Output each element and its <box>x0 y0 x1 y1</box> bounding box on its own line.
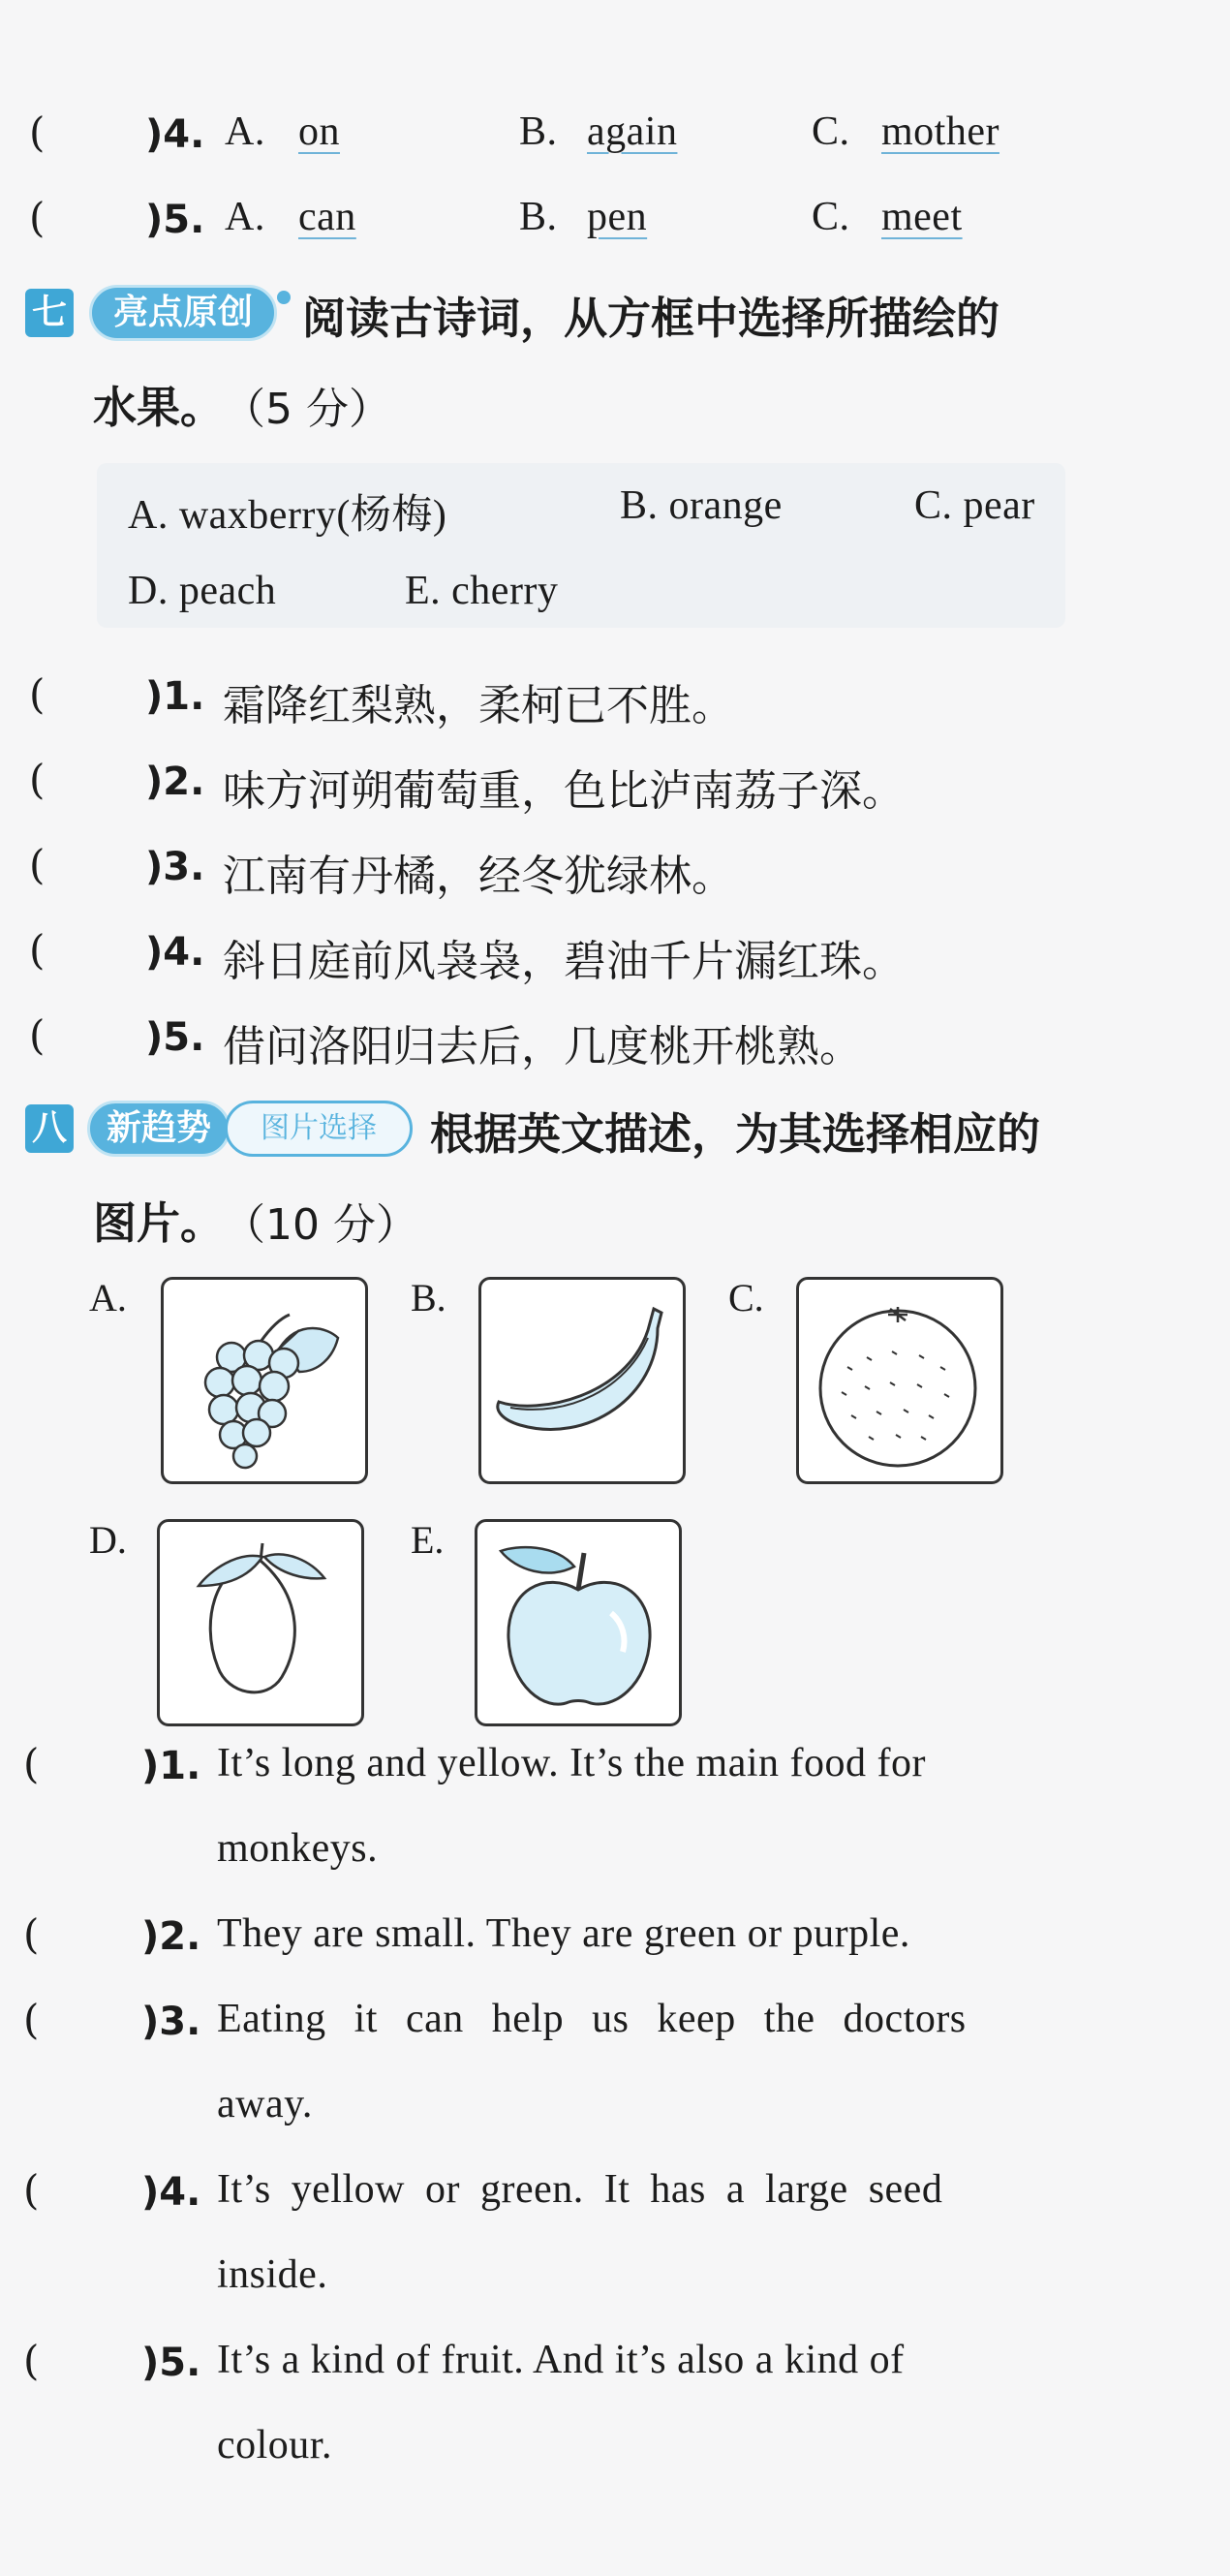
item-text-line1: Eating it can help us keep the doctors <box>217 1997 967 2041</box>
poem-text: 借问洛阳归去后，几度桃开桃熟。 <box>223 1022 862 1071</box>
open-paren: ( <box>29 109 46 156</box>
mango-icon <box>160 1522 361 1723</box>
section-title: 阅读古诗词，从方框中选择所描绘的 <box>302 293 1000 344</box>
picture-label-c: C. <box>728 1276 764 1319</box>
item-number: )5. <box>141 2341 201 2385</box>
picture-box-d <box>157 1519 364 1726</box>
option-d: D. peach <box>128 569 277 613</box>
open-paren: ( <box>29 756 46 803</box>
picture-label-b: B. <box>411 1276 446 1319</box>
option-b-word: pen <box>587 195 648 239</box>
section-title-line2: 水果。 <box>93 382 225 433</box>
item-number: )5. <box>145 1015 205 1060</box>
open-paren: ( <box>23 1910 40 1958</box>
option-c-label: C. <box>812 109 850 154</box>
option-c-label: C. <box>812 195 850 239</box>
section-number-badge: 七 <box>25 289 74 337</box>
picture-box-a <box>161 1277 368 1484</box>
item-text-line1: It’s long and yellow. It’s the main food for <box>217 1741 926 1785</box>
poem-text: 霜降红梨熟，柔柯已不胜。 <box>223 681 734 730</box>
item-text-line2: away. <box>217 2082 313 2126</box>
option-c-word: mother <box>881 109 999 154</box>
option-b-label: B. <box>519 109 558 154</box>
option-a-word: on <box>298 109 340 154</box>
tag-dot <box>277 291 291 304</box>
open-paren: ( <box>29 670 46 718</box>
option-a-label: A. <box>225 195 265 239</box>
grapes-icon <box>164 1280 365 1481</box>
item-number: )4. <box>141 2170 201 2215</box>
option-b: B. orange <box>620 483 783 528</box>
open-paren: ( <box>29 194 46 241</box>
open-paren: ( <box>23 2166 40 2214</box>
option-b-word: again <box>587 109 678 154</box>
option-b-label: B. <box>519 195 558 239</box>
poem-text: 斜日庭前风袅袅，碧油千片漏红珠。 <box>223 937 905 986</box>
orange-icon <box>799 1280 1000 1481</box>
item-number: )1. <box>145 674 205 719</box>
section-title: 根据英文描述，为其选择相应的 <box>430 1108 1041 1160</box>
item-text-line1: It’s yellow or green. It has a large seed <box>217 2167 943 2212</box>
poem-text: 味方河朔葡萄重，色比泸南荔子深。 <box>223 766 905 816</box>
item-number: )3. <box>141 2000 201 2044</box>
section-tag-pill: 亮点原创 <box>89 285 277 341</box>
section-score: （5 分） <box>223 385 391 434</box>
item-text-line1: They are small. They are green or purple. <box>217 1911 910 1956</box>
item-number: )2. <box>141 1914 201 1959</box>
open-paren: ( <box>23 1740 40 1787</box>
section-score: （10 分） <box>223 1200 418 1250</box>
option-e: E. cherry <box>405 569 559 613</box>
option-c: C. pear <box>914 483 1035 528</box>
open-paren: ( <box>29 926 46 974</box>
open-paren: ( <box>23 2337 40 2384</box>
option-a: A. waxberry(杨梅) <box>128 493 447 538</box>
apple-icon <box>477 1522 679 1723</box>
option-a-label: A. <box>225 109 265 154</box>
open-paren: ( <box>29 841 46 888</box>
picture-box-c <box>796 1277 1003 1484</box>
item-text-line2: inside. <box>217 2252 328 2297</box>
item-number: )4. <box>145 112 205 157</box>
item-text-line2: monkeys. <box>217 1826 379 1871</box>
item-number: )4. <box>145 930 205 975</box>
open-paren: ( <box>23 1996 40 2043</box>
picture-box-b <box>478 1277 686 1484</box>
item-text-line2: colour. <box>217 2423 332 2467</box>
banana-icon <box>481 1280 683 1481</box>
poem-text: 江南有丹橘，经冬犹绿林。 <box>223 852 734 901</box>
item-number: )3. <box>145 845 205 889</box>
picture-label-a: A. <box>89 1276 127 1319</box>
section-subtag-pill: 图片选择 <box>225 1101 413 1157</box>
option-a-word: can <box>298 195 356 239</box>
item-text-line1: It’s a kind of fruit. And it’s also a kind of <box>217 2338 905 2382</box>
item-number: )5. <box>145 198 205 242</box>
option-c-word: meet <box>881 195 963 239</box>
section-number-badge: 八 <box>25 1104 74 1153</box>
item-number: )1. <box>141 1744 201 1788</box>
section-title-line2: 图片。 <box>93 1197 225 1249</box>
picture-label-e: E. <box>411 1518 445 1562</box>
picture-box-e <box>475 1519 682 1726</box>
item-number: )2. <box>145 760 205 804</box>
picture-label-d: D. <box>89 1518 127 1562</box>
section-tag-pill: 新趋势 <box>87 1101 231 1157</box>
open-paren: ( <box>29 1011 46 1059</box>
